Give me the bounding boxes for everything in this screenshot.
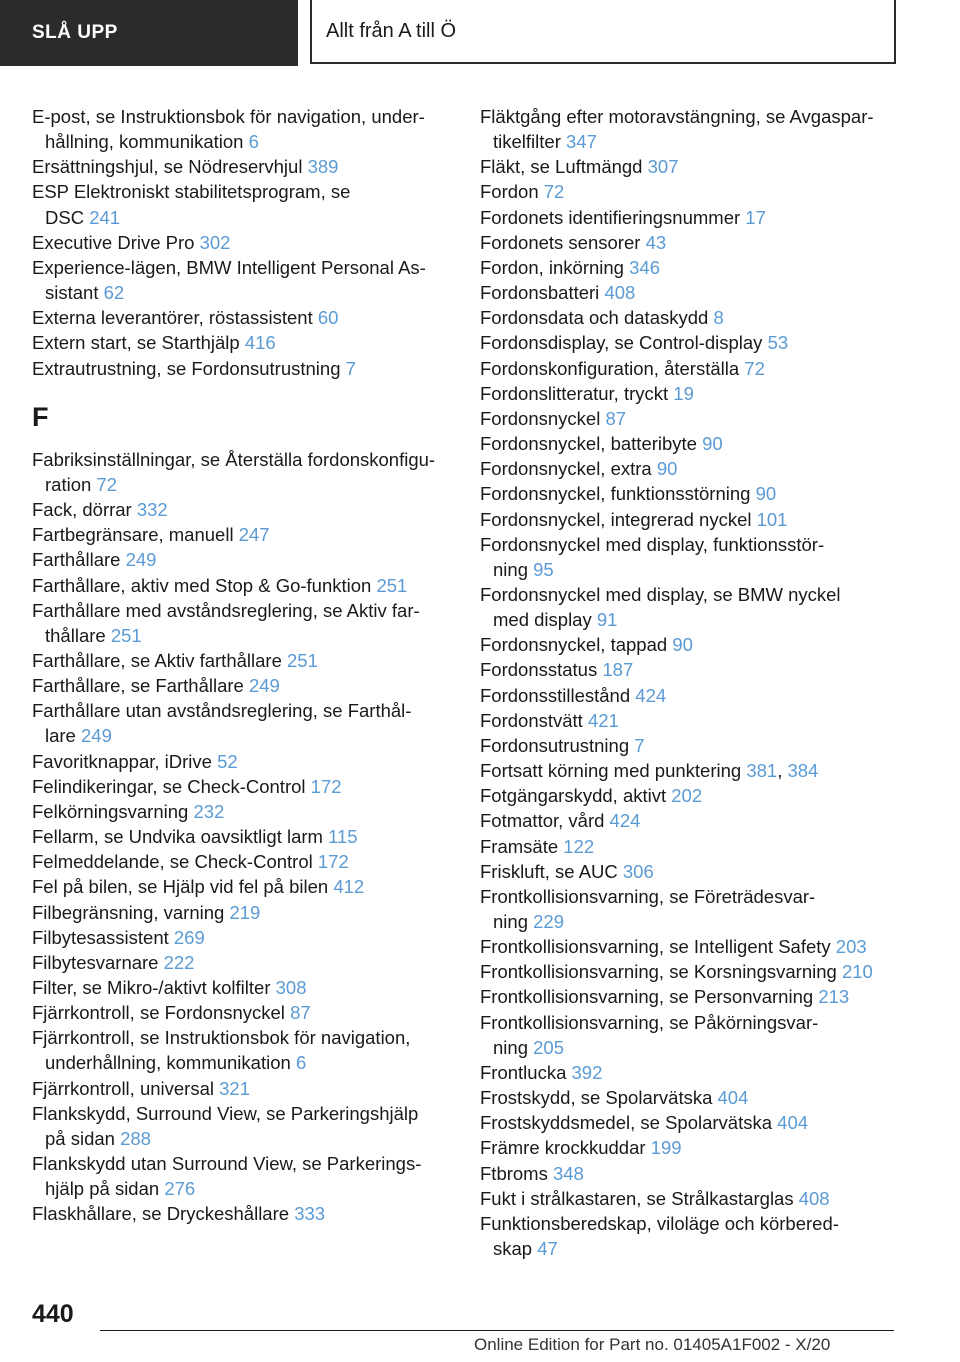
page-link[interactable]: 172 xyxy=(310,775,342,797)
index-entry-text: på sidan xyxy=(45,1127,115,1149)
index-entry-text: Farthållare utan avståndsreglering, se Farthål- xyxy=(32,700,412,722)
index-entry xyxy=(480,683,920,708)
page-link[interactable]: 232 xyxy=(193,800,225,822)
page-link[interactable]: 87 xyxy=(605,407,627,429)
page-link[interactable]: 6 xyxy=(295,1052,307,1074)
page-link[interactable]: 424 xyxy=(635,684,667,706)
index-entry xyxy=(480,1161,920,1186)
index-entry-continuation xyxy=(480,607,920,632)
index-entry-text: Funktionsberedskap, viloläge och körbered- xyxy=(480,1212,839,1234)
page-link[interactable]: 347 xyxy=(566,131,597,153)
index-entry xyxy=(32,874,452,899)
page-link[interactable]: 72 xyxy=(543,181,565,203)
index-entry-text: ning xyxy=(493,911,528,932)
index-entry xyxy=(480,104,920,129)
index-entry-text: Fotgängarskydd, aktivt xyxy=(480,785,667,807)
page-link[interactable]: 115 xyxy=(328,826,358,848)
index-entry-text: Favoritknappar, iDrive xyxy=(32,750,212,772)
index-entry xyxy=(32,447,452,472)
index-entry xyxy=(480,884,920,909)
page-link[interactable]: 172 xyxy=(317,851,349,873)
page-link[interactable]: 53 xyxy=(767,332,789,354)
index-entry-text: Flankskydd, Surround View, se Parkeringshjälp xyxy=(32,1102,419,1124)
page-link[interactable]: 95 xyxy=(533,558,554,580)
index-entry-text: Fordonsnyckel med display, se BMW nyckel xyxy=(480,583,841,605)
index-entry-text: Fotmattor, vård xyxy=(480,810,605,832)
index-entry-text: underhållning, kommunikation xyxy=(45,1052,291,1074)
index-entry-text: Fartbegränsare, manuell xyxy=(32,524,234,546)
index-column-right xyxy=(480,104,920,1261)
index-entry xyxy=(32,255,452,280)
index-entry xyxy=(32,179,452,204)
index-entry xyxy=(480,708,920,733)
index-entry-text: Frontkollisionsvarning, se Personvarning xyxy=(480,986,814,1008)
page-link[interactable]: 17 xyxy=(745,206,766,228)
index-entry xyxy=(32,497,452,522)
index-entry-text: ration xyxy=(45,473,92,495)
index-entry-text: Fordonsutrustning xyxy=(480,734,630,756)
index-entry xyxy=(480,1060,920,1085)
index-entry-text: Felmeddelande, se Check-Control xyxy=(32,851,313,873)
index-entry-text: thållare xyxy=(45,624,106,646)
index-entry-text: Fordonsnyckel xyxy=(480,407,601,429)
index-entry-text: Farthållare, aktiv med Stop & Go-funktion xyxy=(32,574,372,596)
index-entry xyxy=(480,305,920,330)
index-entry xyxy=(32,749,452,774)
page-link[interactable]: 202 xyxy=(671,785,703,807)
index-entry xyxy=(32,900,452,925)
index-entry-text: Executive Drive Pro xyxy=(32,231,195,253)
index-entry-continuation xyxy=(32,623,452,648)
index-entry-text: Fordonsnyckel, integrerad nyckel xyxy=(480,508,752,530)
index-entry xyxy=(480,1085,920,1110)
index-entry-text: Fordonsnyckel, funktionsstörning xyxy=(480,483,751,505)
index-entry xyxy=(32,849,452,874)
index-entry xyxy=(32,1151,452,1176)
index-entry-text: Fordonsstillestånd xyxy=(480,684,631,706)
page-link[interactable]: 6 xyxy=(248,131,259,153)
page-link[interactable]: 392 xyxy=(571,1061,603,1083)
index-entry xyxy=(32,1201,452,1226)
page-link[interactable]: 416 xyxy=(244,332,276,354)
index-entry-text: Fel på bilen, se Hjälp vid fel på bilen xyxy=(32,876,329,898)
index-entry-continuation xyxy=(32,723,452,748)
page-link[interactable]: 60 xyxy=(317,307,339,329)
index-entry-text: Fordonsnyckel med display, funktionsstör- xyxy=(480,533,825,555)
index-entry-text: Fordonets identifieringsnummer xyxy=(480,206,741,228)
index-entry-text: hjälp på sidan xyxy=(45,1178,160,1200)
index-entry xyxy=(480,280,920,305)
index-entry xyxy=(32,648,452,673)
page-link[interactable]: 90 xyxy=(672,634,693,656)
index-entry-text: Fordonsbatteri xyxy=(480,282,600,304)
index-entry-text: ning xyxy=(493,558,528,580)
index-entry-text: Ersättningshjul, se Nödreservhjul xyxy=(32,156,303,178)
page-link[interactable]: 90 xyxy=(702,433,723,455)
page-link[interactable]: 8 xyxy=(713,307,724,329)
index-entry-text: Fordonsnyckel, batteribyte xyxy=(480,433,697,455)
index-entry-text: Fordonskonfiguration, återställa xyxy=(480,357,740,379)
page-link[interactable]: 213 xyxy=(818,986,850,1008)
index-entry-text: Frontkollisionsvarning, se Företrädesvar- xyxy=(480,885,816,907)
index-entry xyxy=(32,104,452,129)
page-link[interactable]: 333 xyxy=(294,1203,326,1225)
page-link[interactable]: 187 xyxy=(602,659,634,681)
index-entry xyxy=(32,1076,452,1101)
page-link[interactable]: 306 xyxy=(622,860,654,882)
page-header xyxy=(0,0,960,68)
index-entry xyxy=(32,154,452,179)
index-entry xyxy=(480,205,920,230)
index-entry-continuation xyxy=(32,1050,452,1075)
page-link[interactable]: 249 xyxy=(248,675,280,697)
tab-a-to-z[interactable]: Allt från A till Ö xyxy=(310,0,896,64)
index-entry-continuation xyxy=(480,1035,920,1060)
index-entry-continuation xyxy=(32,129,452,154)
page-link[interactable]: 348 xyxy=(552,1162,584,1184)
page-link[interactable]: 72 xyxy=(744,357,765,379)
index-entry-text: Farthållare, se Farthållare xyxy=(32,675,244,697)
page-link[interactable]: 389 xyxy=(307,156,339,178)
index-entry-text: Fordon, inkörning xyxy=(480,256,624,278)
page-link[interactable]: 412 xyxy=(333,876,365,898)
page-link[interactable]: 249 xyxy=(81,725,112,747)
index-entry xyxy=(480,1211,920,1236)
index-entry xyxy=(32,305,452,330)
page-link[interactable]: 241 xyxy=(89,206,121,228)
index-entry xyxy=(32,1101,452,1126)
index-entry xyxy=(480,733,920,758)
edition-note: Online Edition for Part no. 01405A1F002 - X/20 xyxy=(474,1335,831,1354)
index-entry xyxy=(32,975,452,1000)
index-entry-text: Filbytesassistent xyxy=(32,926,169,948)
page-link[interactable]: 308 xyxy=(275,977,307,998)
index-entry-text: Främre krockkuddar xyxy=(480,1137,646,1159)
index-entry-text: Framsäte xyxy=(480,835,559,857)
index-entry-text: Felkörningsvarning xyxy=(32,800,189,822)
page-link[interactable]: 251 xyxy=(287,649,318,671)
page-link[interactable]: 307 xyxy=(647,156,679,178)
index-entry-text: Fack, dörrar xyxy=(32,499,132,521)
index-entry-text: Frontlucka xyxy=(480,1061,567,1083)
index-entry xyxy=(480,834,920,859)
index-group-f-continued xyxy=(480,104,920,1261)
page-link[interactable]: 408 xyxy=(604,282,636,304)
index-entry-text: Experience-lägen, BMW Intelligent Personal As- xyxy=(32,256,426,278)
index-entry-text: Fläktgång efter motoravstängning, se Avgaspar- xyxy=(480,106,874,127)
page-link[interactable]: 199 xyxy=(650,1137,682,1159)
index-entry xyxy=(480,330,920,355)
index-entry-text: Fordonstvätt xyxy=(480,709,583,731)
index-entry-text: Fukt i strålkastaren, se Strålkastarglas xyxy=(480,1187,794,1209)
index-entry xyxy=(32,824,452,849)
index-entry-continuation xyxy=(32,205,452,230)
index-entry xyxy=(32,230,452,255)
index-entry xyxy=(480,179,920,204)
index-entry-text: E-post, se Instruktionsbok för navigation, under- xyxy=(32,106,425,127)
index-entry-text: Fordonslitteratur, tryckt xyxy=(480,382,669,404)
page-link[interactable]: 247 xyxy=(238,524,270,546)
page-link[interactable]: 269 xyxy=(173,926,205,948)
index-entry xyxy=(32,698,452,723)
index-entry xyxy=(32,573,452,598)
index-entry xyxy=(480,1135,920,1160)
index-entry-text: Farthållare xyxy=(32,549,121,571)
page-link[interactable]: 276 xyxy=(164,1178,196,1200)
index-entry xyxy=(480,406,920,431)
index-entry-continuation xyxy=(480,557,920,582)
index-entry-text: hållning, kommunikation xyxy=(45,131,244,153)
index-entry-text: Flankskydd utan Surround View, se Parkerings- xyxy=(32,1153,422,1175)
index-entry-text: Frontkollisionsvarning, se Intelligent Safety xyxy=(480,936,831,958)
index-entry xyxy=(480,431,920,456)
page-link[interactable]: 249 xyxy=(125,549,157,571)
index-entry-continuation xyxy=(32,280,452,305)
index-entry xyxy=(32,547,452,572)
index-entry xyxy=(480,632,920,657)
page-link[interactable]: 384 xyxy=(787,760,819,782)
index-entry-text: Filter, se Mikro-/aktivt kolfilter xyxy=(32,977,271,998)
index-entry-text: Fordonsnyckel, extra xyxy=(480,458,652,480)
index-entry-text: DSC xyxy=(45,206,85,228)
index-entry-text: Fordon xyxy=(480,181,539,203)
index-entry xyxy=(480,783,920,808)
index-entry-text: Friskluft, se AUC xyxy=(480,860,618,882)
index-entry xyxy=(480,984,920,1009)
tab-look-up[interactable]: SLÅ UPP xyxy=(0,0,298,66)
index-entry xyxy=(480,657,920,682)
index-entry-continuation xyxy=(32,1126,452,1151)
index-entry xyxy=(480,356,920,381)
index-entry xyxy=(480,230,920,255)
page-link[interactable]: 72 xyxy=(96,473,117,495)
index-entry-text: Fortsatt körning med punktering xyxy=(480,760,742,782)
index-entry-text: Fordonsnyckel, tappad xyxy=(480,634,668,656)
index-entry-text: Fabriksinställningar, se Återställa fordonskonfigu- xyxy=(32,448,436,470)
index-entry-text: Fordonsstatus xyxy=(480,659,598,681)
page-link[interactable]: 229 xyxy=(533,911,564,932)
index-entry-text: Flaskhållare, se Dryckeshållare xyxy=(32,1203,290,1225)
index-entry xyxy=(480,1186,920,1211)
page-link[interactable]: 122 xyxy=(563,835,595,857)
index-entry xyxy=(32,950,452,975)
page-link[interactable]: 19 xyxy=(673,382,694,404)
index-entry-text: Filbytesvarnare xyxy=(32,951,159,973)
index-entry-text: Frostskydd, se Spolarvätska xyxy=(480,1087,713,1109)
page-number: 440 xyxy=(32,1300,74,1328)
page-link[interactable]: 47 xyxy=(537,1238,558,1260)
page-link[interactable]: 90 xyxy=(755,483,777,505)
index-entry-continuation xyxy=(480,129,920,154)
index-entry-text: Fjärrkontroll, se Instruktionsbok för navigation, xyxy=(32,1027,411,1049)
index-entry xyxy=(480,481,920,506)
index-entry-continuation xyxy=(32,472,452,497)
index-entry xyxy=(32,330,452,355)
page-link[interactable]: 302 xyxy=(199,231,231,253)
index-entry xyxy=(32,1025,452,1050)
page-link[interactable]: 203 xyxy=(835,936,867,958)
index-entry xyxy=(480,959,920,984)
index-entry-text: Frontkollisionsvarning, se Korsningsvarning xyxy=(480,961,837,983)
index-entry xyxy=(480,859,920,884)
page-link[interactable]: 332 xyxy=(136,499,168,521)
index-entry-text: Externa leverantörer, röstassistent xyxy=(32,307,313,329)
page-link[interactable]: 251 xyxy=(110,624,142,646)
index-entry-continuation xyxy=(32,1176,452,1201)
index-entry-text: med display xyxy=(493,609,592,631)
index-entry xyxy=(32,522,452,547)
index-entry xyxy=(480,582,920,607)
page-link[interactable]: 90 xyxy=(656,458,678,480)
index-entry xyxy=(32,598,452,623)
index-entry xyxy=(480,532,920,557)
page-link[interactable]: 91 xyxy=(596,609,618,631)
page-link[interactable]: 404 xyxy=(717,1087,749,1109)
index-entry xyxy=(480,1010,920,1035)
page-link[interactable]: 205 xyxy=(533,1036,564,1058)
page-link[interactable]: 222 xyxy=(163,951,195,973)
index-entry xyxy=(480,1110,920,1135)
index-entry-continuation xyxy=(480,1236,920,1261)
index-entry-text: Frontkollisionsvarning, se Påkörningsvar- xyxy=(480,1011,819,1033)
page-link[interactable]: 408 xyxy=(798,1187,830,1209)
index-entry-text: Fjärrkontroll, se Fordonsnyckel xyxy=(32,1002,285,1024)
index-entry-text: Filbegränsning, varning xyxy=(32,901,225,923)
index-entry-text: Felindikeringar, se Check-Control xyxy=(32,775,306,797)
index-entry xyxy=(480,381,920,406)
page-link[interactable]: 288 xyxy=(120,1127,151,1149)
page-link[interactable]: 52 xyxy=(217,750,238,772)
page-link[interactable]: 251 xyxy=(376,574,408,596)
index-entry xyxy=(32,925,452,950)
index-entry-text: Fordonsdata och dataskydd xyxy=(480,307,709,329)
page-link[interactable]: 210 xyxy=(841,961,873,983)
page-link[interactable]: 87 xyxy=(290,1002,311,1024)
index-entry xyxy=(32,774,452,799)
page-link[interactable]: 219 xyxy=(229,901,261,923)
index-letter-heading: F xyxy=(32,401,49,432)
index-entry-text: Fordonets sensorer xyxy=(480,231,641,253)
index-entry-text: ESP Elektroniskt stabilitetsprogram, se xyxy=(32,181,351,203)
index-entry-text: ning xyxy=(493,1036,528,1058)
page-link[interactable]: 62 xyxy=(103,282,125,304)
index-column-left xyxy=(32,104,452,1227)
index-entry-text: Frostskyddsmedel, se Spolarvätska xyxy=(480,1112,773,1134)
page-link[interactable]: 101 xyxy=(756,508,788,530)
index-entry xyxy=(480,808,920,833)
page-link[interactable]: 7 xyxy=(634,734,645,756)
index-entry-text: skap xyxy=(493,1238,533,1260)
index-entry-text: Extern start, se Starthjälp xyxy=(32,332,240,354)
page-link[interactable]: 346 xyxy=(629,256,660,278)
index-entry-continuation xyxy=(480,909,920,934)
footer-rule xyxy=(100,1330,894,1331)
index-entry xyxy=(480,934,920,959)
page-link[interactable]: 321 xyxy=(219,1077,250,1099)
index-entry-text: Fellarm, se Undvika oavsiktligt larm xyxy=(32,826,323,848)
index-entry xyxy=(32,356,452,381)
index-group-e xyxy=(32,104,452,381)
index-entry-text: sistant xyxy=(45,282,99,304)
index-entry-text: Farthållare med avståndsreglering, se Aktiv far- xyxy=(32,599,420,621)
index-entry-text: Fjärrkontroll, universal xyxy=(32,1077,214,1099)
index-entry-text: Fläkt, se Luftmängd xyxy=(480,156,643,178)
page-link[interactable]: 7 xyxy=(345,357,356,379)
index-entry xyxy=(480,154,920,179)
page-link[interactable]: 421 xyxy=(587,709,619,731)
page-link[interactable]: 381 xyxy=(746,760,778,782)
index-entry xyxy=(32,1000,452,1025)
index-group-f xyxy=(32,447,452,1227)
index-entry: Fortsatt körning med punktering 381, 384 xyxy=(480,760,819,782)
index-entry xyxy=(480,456,920,481)
index-entry-text: tikelfilter xyxy=(493,131,561,153)
index-entry xyxy=(32,799,452,824)
index-entry-text: Fordonsdisplay, se Control-display xyxy=(480,332,763,354)
index-entry-text: Farthållare, se Aktiv farthållare xyxy=(32,649,282,671)
index-entry-text: Extrautrustning, se Fordonsutrustning xyxy=(32,357,341,379)
index-entry xyxy=(480,507,920,532)
page-link[interactable]: 43 xyxy=(645,231,667,253)
index-entry-text: Ftbroms xyxy=(480,1162,548,1184)
page-link[interactable]: 404 xyxy=(777,1112,809,1134)
index-entry-text: lare xyxy=(45,725,76,747)
index-entry xyxy=(32,673,452,698)
index-entry xyxy=(480,255,920,280)
page-link[interactable]: 424 xyxy=(609,810,641,832)
